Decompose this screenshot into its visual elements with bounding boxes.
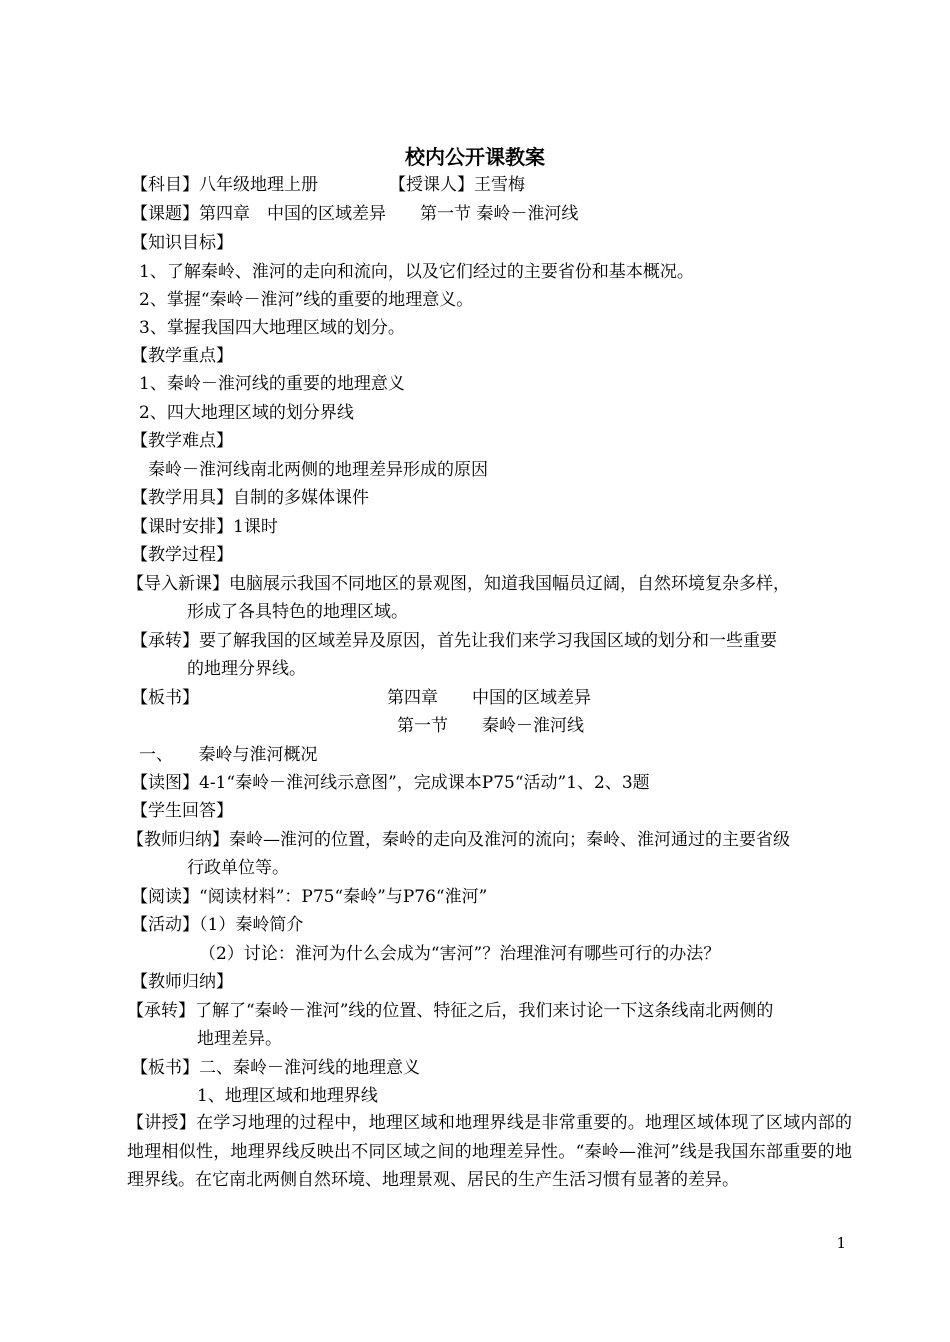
topic-line: 【课题】第四章 中国的区域差异 第一节 秦岭－淮河线: [131, 204, 579, 224]
lecture-paragraph: 【讲授】在学习地理的过程中，地理区域和地理界线是非常重要的。地理区域体现了区域内部的地理相似性，地理界线反映出不同区域之间的地理差异性。“秦岭—淮河”线是我国东部重要的地理界线。在它南北两侧自然环境、地理景观、居民的生产生活习惯有显著的差异。: [127, 1113, 852, 1191]
key-point-item: 2、四大地理区域的划分界线: [139, 403, 354, 423]
key-points-label: 【教学重点】: [131, 346, 233, 366]
student-answer-label: 【学生回答】: [131, 801, 233, 821]
summary-line: 【教师归纳】秦岭—淮河的位置，秦岭的走向及淮河的流向；秦岭、淮河通过的主要省级: [127, 830, 790, 850]
board-chapter: 第四章 中国的区域差异: [387, 688, 591, 708]
activity-item: （2）讨论：淮河为什么会成为“害河”？治理淮河有哪些可行的办法？: [199, 944, 721, 964]
key-point-item: 1、秦岭－淮河线的重要的地理意义: [139, 374, 405, 394]
transition-line: 【承转】要了解我国的区域差异及原因，首先让我们来学习我国区域的划分和一些重要: [131, 631, 777, 651]
tools-line: 【教学用具】自制的多媒体课件: [131, 488, 369, 508]
knowledge-item: 2、掌握“秦岭－淮河”线的重要的地理意义。: [139, 290, 474, 310]
page-title: 校内公开课教案: [405, 145, 545, 169]
activity-line: 【活动】（1）秦岭简介: [131, 915, 304, 935]
knowledge-item: 1、了解秦岭、淮河的走向和流向，以及它们经过的主要省份和基本概况。: [139, 262, 694, 282]
intro-line-cont: 形成了各具特色的地理区域。: [187, 602, 408, 622]
knowledge-label: 【知识目标】: [131, 233, 233, 253]
part-heading: 一、 秦岭与淮河概况: [139, 745, 318, 765]
summary-line-cont: 行政单位等。: [187, 858, 289, 878]
reading-line: 【阅读】“阅读材料”：P75“秦岭”与P76“淮河”: [131, 887, 488, 907]
read-map-line: 【读图】4-1“秦岭－淮河线示意图”，完成课本P75“活动”1、2、3题: [131, 773, 650, 793]
summary-label: 【教师归纳】: [131, 972, 233, 992]
board-label: 【板书】: [131, 688, 199, 708]
knowledge-item: 3、掌握我国四大地理区域的划分。: [139, 318, 405, 338]
process-label: 【教学过程】: [131, 545, 233, 565]
board-subheading: 1、地理区域和地理界线: [197, 1086, 378, 1106]
page-number: 1: [836, 1234, 846, 1252]
teacher-line: 【授课人】王雪梅: [389, 175, 525, 195]
schedule-line: 【课时安排】1课时: [131, 517, 278, 537]
board-line: 【板书】二、秦岭－淮河线的地理意义: [131, 1058, 420, 1078]
board-section: 第一节 秦岭－淮河线: [397, 716, 584, 736]
difficulty-label: 【教学难点】: [131, 431, 233, 451]
transition-line-cont: 的地理分界线。: [187, 659, 306, 679]
transition-line-cont: 地理差异。: [197, 1029, 282, 1049]
transition-line: 【承转】了解了“秦岭－淮河”线的位置、特征之后，我们来讨论一下这条线南北两侧的: [127, 1001, 774, 1021]
intro-line: 【导入新课】电脑展示我国不同地区的景观图，知道我国幅员辽阔，自然环境复杂多样，: [127, 574, 790, 594]
subject-line: 【科目】八年级地理上册: [131, 175, 318, 195]
difficulty-text: 秦岭－淮河线南北两侧的地理差异形成的原因: [148, 460, 488, 480]
